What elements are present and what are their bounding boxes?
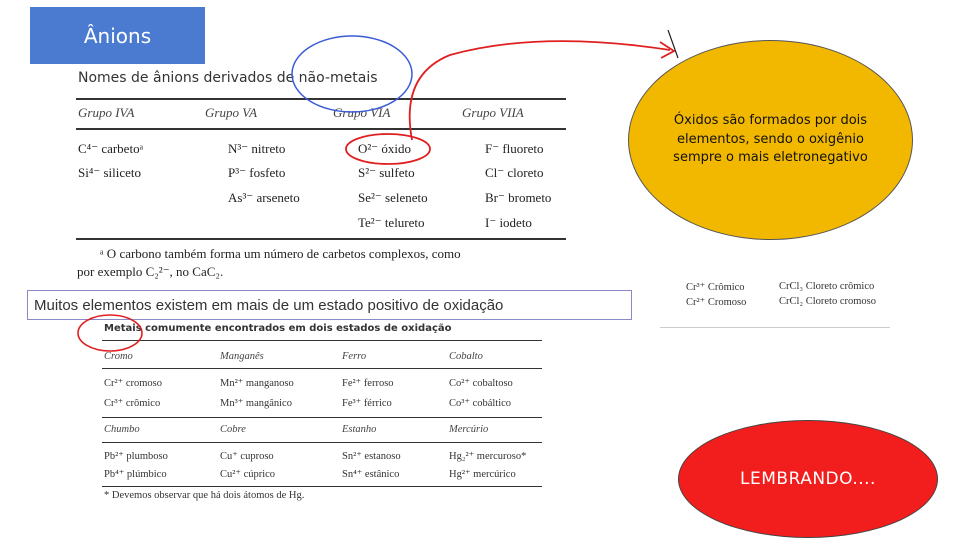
anions-heading: Nomes de ânions derivados de não-metais — [78, 70, 378, 86]
oxide-callout-text: Óxidos são formados por dois elementos, sendo o oxigênio sempre o mais eletronegativo — [673, 112, 868, 166]
red-circle-metals-annotation — [78, 315, 142, 351]
group-header-iva: Grupo IVA — [78, 105, 135, 120]
metal-header: Mercúrio — [449, 424, 489, 435]
anion-cell: Te²⁻ telureto — [358, 215, 425, 230]
anion-cell: Si⁴⁻ siliceto — [78, 165, 142, 180]
metal-header: Cobre — [220, 424, 246, 435]
metal-cell: Cr²⁺ cromoso — [104, 378, 162, 389]
metal-cell: Cu⁺ cuproso — [220, 451, 274, 462]
metal-header: Manganês — [220, 351, 264, 362]
anion-cell: Cl⁻ cloreto — [485, 165, 544, 180]
metals-heading: Metais comumente encontrados em dois estados de oxidação — [104, 323, 452, 334]
metal-cell: Pb²⁺ plumboso — [104, 451, 168, 462]
metal-cell: Mn³⁺ mangânico — [220, 398, 292, 409]
group-header-via: Grupo VIA — [333, 105, 391, 120]
anion-cell: C⁴⁻ carbetoᵃ — [78, 141, 144, 156]
anion-cell: S²⁻ sulfeto — [358, 165, 415, 180]
metal-cell: Hg₂²⁺ mercuroso* — [449, 451, 527, 462]
metal-cell: Pb⁴⁺ plúmbico — [104, 469, 167, 480]
anion-cell: N³⁻ nitreto — [228, 141, 286, 156]
red-circle-oxide-annotation — [346, 134, 430, 164]
metal-cell: Hg²⁺ mercúrico — [449, 469, 516, 480]
anion-cell: Br⁻ brometo — [485, 190, 552, 205]
anions-footnote-line2: por exemplo C₂²⁻, no CaC₂. — [77, 264, 224, 279]
group-header-viia: Grupo VIIA — [462, 105, 524, 120]
anion-cell: P³⁻ fosfeto — [228, 165, 286, 180]
red-arrow-annotation — [410, 41, 670, 140]
anions-footnote-line1: ᵃ O carbono também forma um número de carbetos complexos, como — [100, 246, 461, 261]
metal-header: Estanho — [342, 424, 377, 435]
metal-header: Chumbo — [104, 424, 140, 435]
metal-cell: Co³⁺ cobáltico — [449, 398, 512, 409]
metals-footnote: * Devemos observar que há dois átomos de Hg. — [104, 490, 305, 501]
metal-header: Cobalto — [449, 351, 483, 362]
metal-cell: Co²⁺ cobaltoso — [449, 378, 513, 389]
chromium-compound: CrCl₂ Cloreto cromoso — [779, 296, 876, 307]
anion-cell: F⁻ fluoreto — [485, 141, 544, 156]
metal-header: Ferro — [342, 351, 367, 362]
blue-circle-annotation — [292, 36, 412, 112]
metal-cell: Fe²⁺ ferroso — [342, 378, 394, 389]
anion-cell: Se²⁻ seleneto — [358, 190, 428, 205]
chromium-compound: CrCl₃ Cloreto crômico — [779, 281, 875, 292]
anion-cell: As³⁻ arseneto — [228, 190, 300, 205]
metal-cell: Cu²⁺ cúprico — [220, 469, 276, 480]
oxidation-banner: Muitos elementos existem em mais de um estado positivo de oxidação — [27, 290, 632, 320]
anion-cell: O²⁻ óxido — [358, 141, 412, 156]
metal-cell: Fe³⁺ férrico — [342, 398, 392, 409]
metal-cell: Mn²⁺ manganoso — [220, 378, 294, 389]
metal-cell: Sn⁴⁺ estânico — [342, 469, 400, 480]
chromium-ion: Cr³⁺ Crômico — [686, 282, 745, 293]
chromium-ion: Cr²⁺ Cromoso — [686, 297, 747, 308]
page-title: Ânions — [83, 23, 152, 48]
metal-header: Cromo — [104, 351, 133, 362]
metal-cell: Sn²⁺ estanoso — [342, 451, 401, 462]
anion-cell: I⁻ iodeto — [485, 215, 532, 230]
reminder-text: LEMBRANDO.... — [740, 469, 876, 489]
group-header-va: Grupo VA — [205, 105, 258, 120]
metal-cell: Cr³⁺ crômico — [104, 398, 161, 409]
